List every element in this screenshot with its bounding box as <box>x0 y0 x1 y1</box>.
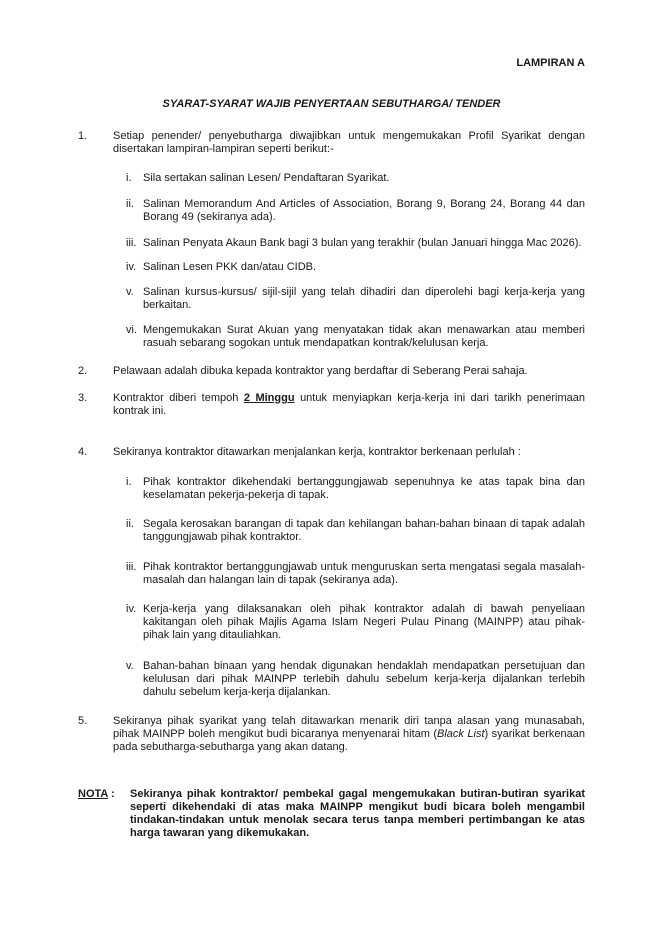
sub-item-1-v <box>126 286 585 312</box>
item-text <box>113 392 585 418</box>
sub-item-number: vi. <box>126 324 137 336</box>
item-text: Pelawaan adalah dibuka kepada kontraktor yang berdaftar di Seberang Perai sahaja. <box>113 365 528 377</box>
item-number: 1. <box>78 130 88 142</box>
nota-section <box>78 788 585 840</box>
item-number: 3. <box>78 392 88 404</box>
sub-item-4-iii <box>126 561 585 587</box>
sub-item-4-v <box>126 660 585 699</box>
sub-item-4-ii <box>126 518 585 544</box>
item-text-segment: Sekiranya pihak syarikat yang telah ditawarkan menarik diri tanpa alasan yang munasabah, pihak MAINPP boleh mengikut budi bicaranya menyenarai hitam ( <box>113 715 585 740</box>
item-text-segment: untuk menyiapkan kerja-kerja ini dari tarikh penerimaan kontrak ini. <box>113 392 585 417</box>
numbered-item-2 <box>78 365 585 378</box>
sub-item-text: Sila sertakan salinan Lesen/ Pendaftaran Syarikat. <box>143 172 390 184</box>
sub-item-text: Salinan Penyata Akaun Bank bagi 3 bulan yang terakhir (bulan Januari hingga Mac 2026). <box>143 237 582 249</box>
sub-item-number: i. <box>126 476 132 488</box>
sub-item-1-iii <box>126 237 585 250</box>
sub-item-number: v. <box>126 660 134 672</box>
sub-item-text: Segala kerosakan barangan di tapak dan kehilangan bahan-bahan binaan di tapak adalah tanggungjawab pihak kontraktor. <box>143 518 585 543</box>
sub-item-4-i <box>126 476 585 502</box>
item-text-segment: Kontraktor diberi tempoh <box>113 392 244 404</box>
sub-item-text: Pihak kontraktor bertanggungjawab untuk menguruskan serta mengatasi segala masalah-masalah dan halangan lain di tapak (sekiranya ada). <box>143 561 585 586</box>
nota-text: Sekiranya pihak kontraktor/ pembekal gagal mengemukakan butiran-butiran syarikat seperti dikehendaki di atas maka MAINPP mengikut budi bicara boleh mengambil tindakan-tindakan untuk menolak secara terus tanpa memberi pertimbangan ke atas harga tawaran yang dikemukakan. <box>130 788 585 839</box>
sub-item-number: ii. <box>126 198 134 210</box>
lampiran-label: LAMPIRAN A <box>516 57 585 69</box>
sub-item-1-iv <box>126 261 585 274</box>
item-text: Setiap penender/ penyebutharga diwajibkan untuk mengemukakan Profil Syarikat dengan disertakan lampiran-lampiran seperti berikut:- <box>113 130 585 155</box>
sub-item-number: iv. <box>126 603 137 615</box>
item-text <box>113 715 585 754</box>
item-text-segment: ) syarikat berkenaan pada sebutharga-sebutharga yang akan datang. <box>113 728 585 753</box>
sub-item-text: Bahan-bahan binaan yang hendak digunakan hendaklah mendapatkan persetujuan dan kelulusan dari pihak MAINPP terlebih dahulu sebelum kerja-kerja dijalankan terlebih dahulu sebelum kerja-kerja dijalankan. <box>143 660 585 698</box>
blacklist-italic-text: Black List <box>437 728 485 740</box>
item-number: 2. <box>78 365 88 377</box>
sub-item-text: Mengemukakan Surat Akuan yang menyatakan tidak akan menawarkan atau memberi rasuah sebarang sogokan untuk mendapatkan kontrak/kelulusan kerja. <box>143 324 585 349</box>
sub-item-text: Salinan Lesen PKK dan/atau CIDB. <box>143 261 317 273</box>
item-number: 5. <box>78 715 88 727</box>
sub-item-text: Kerja-kerja yang dilaksanakan oleh pihak kontraktor adalah di bawah penyeliaan kakitangan oleh pihak Majlis Agama Islam Negeri Pulau Pinang (MAINPP) atau pihak-pihak lain yang ditauliahkan. <box>143 603 585 641</box>
sub-item-text: Salinan kursus-kursus/ sijil-sijil yang telah dihadiri dan diperolehi bagi kerja-kerja yang berkaitan. <box>143 286 585 311</box>
sub-item-number: iv. <box>126 261 137 273</box>
emphasized-duration-text: 2 Minggu <box>243 392 295 404</box>
sub-item-number: ii. <box>126 518 134 530</box>
sub-item-1-i <box>126 172 585 185</box>
numbered-item-1 <box>78 130 585 156</box>
sub-item-number: iii. <box>126 561 137 573</box>
sub-item-text: Salinan Memorandum And Articles of Association, Borang 9, Borang 24, Borang 44 dan Borang 49 (sekiranya ada). <box>143 198 585 223</box>
item-text: Sekiranya kontraktor ditawarkan menjalankan kerja, kontraktor berkenaan perlulah : <box>113 446 521 458</box>
document-title: SYARAT-SYARAT WAJIB PENYERTAAN SEBUTHARGA/ TENDER <box>162 98 501 110</box>
numbered-item-5 <box>78 715 585 754</box>
sub-item-text: Pihak kontraktor dikehendaki bertanggungjawab sepenuhnya ke atas tapak bina dan keselamatan pekerja-pekerja di tapak. <box>143 476 585 501</box>
sub-item-4-iv <box>126 603 585 642</box>
nota-colon: : <box>107 788 118 800</box>
sub-item-number: v. <box>126 286 134 298</box>
sub-item-number: i. <box>126 172 132 184</box>
nota-label-underlined: NOTA <box>78 788 108 800</box>
nota-label <box>78 788 130 840</box>
numbered-item-3 <box>78 392 585 418</box>
sub-item-1-ii <box>126 198 585 224</box>
sub-item-number: iii. <box>126 237 137 249</box>
item-number: 4. <box>78 446 88 458</box>
sub-item-1-vi <box>126 324 585 350</box>
numbered-item-4 <box>78 446 585 459</box>
